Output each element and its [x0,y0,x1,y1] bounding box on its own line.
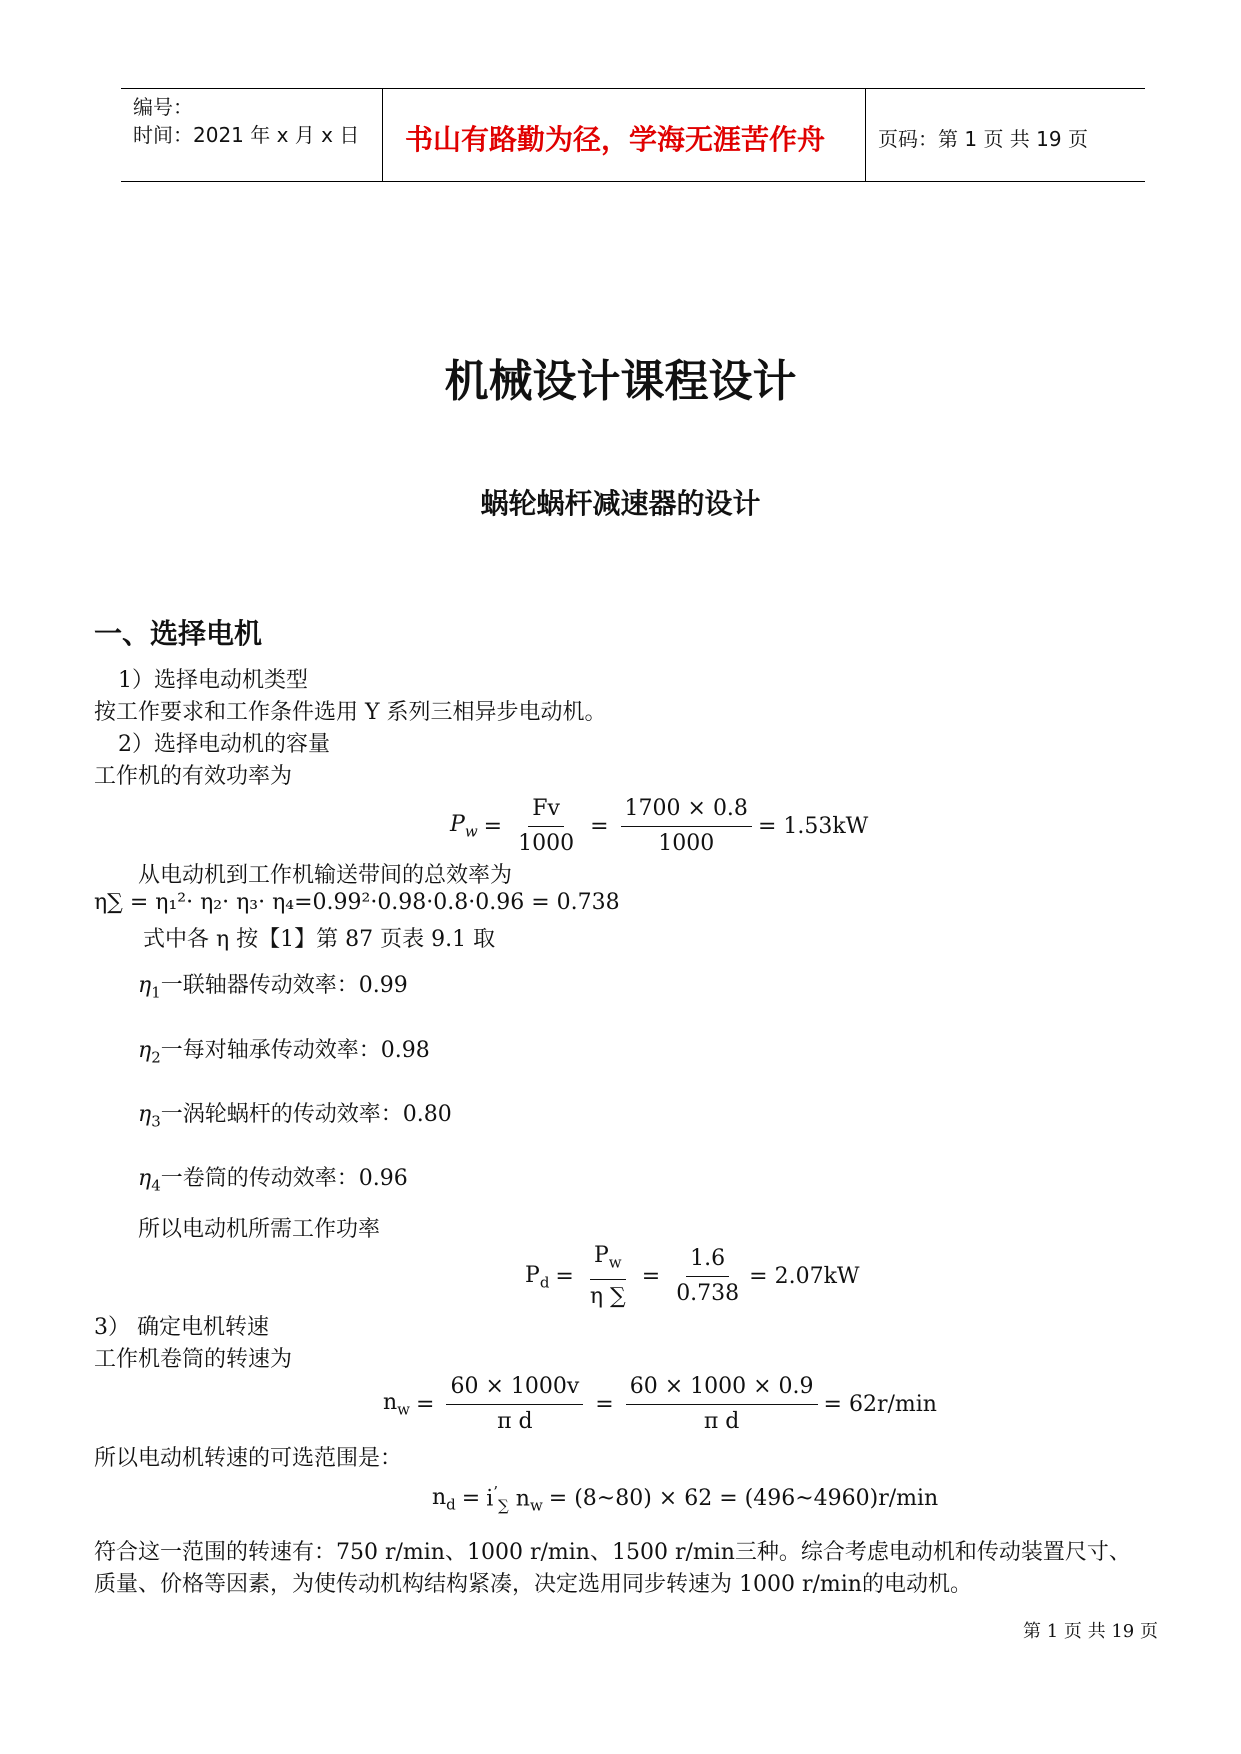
header-motto: 书山有路勤为径，学海无涯苦作舟 [405,123,826,156]
step3-title: 3） 确定电机转速 [94,1315,269,1340]
equation-pw: $P_w$ = $\frac{Fv}{1000}$ = $\frac{1700 \times 0.8}{1000}$ = 1.53kW [450,794,868,859]
nw-fraction-2: $\frac{60 \times 1000 \times 0.9}{\text{π d}}$ [626,1372,818,1437]
header-top-rule [121,88,1145,89]
page-footer: 第 1 页 共 19 页 [1023,1621,1158,1642]
header-time: 时间：2021 年 x 月 x 日 [133,123,360,147]
header-number-label: 编号： [133,95,193,119]
step1-text: 按工作要求和工作条件选用 Y 系列三相异步电动机。 [94,700,607,725]
nd-rhs: = (8~80) × 62 = (496~4960)r/min [548,1486,939,1512]
header-divider-left [382,88,383,182]
document-title: 机械设计课程设计 [444,356,797,407]
header-bottom-rule [121,181,1145,182]
pw-fraction-2: $\frac{1700 \times 0.8}{1000}$ [621,794,752,859]
eta-item-1: $\eta_1$一联轴器传动效率：0.99 [138,973,408,1002]
range-text: 所以电动机转速的可选范围是： [94,1446,403,1471]
eta-item-3: $\eta_3$一涡轮蜗杆的传动效率：0.80 [138,1102,452,1131]
pd-lhs: $P_d$ [525,1262,550,1291]
pw-fraction-1: $\frac{Fv}{1000}$ [518,796,575,856]
header-page-code: 页码：第 1 页 共 19 页 [878,127,1088,151]
nw-lhs: $n_w$ [383,1390,411,1419]
pd-fraction-1: $\frac{P_w}{\eta \sum}$ [589,1243,626,1310]
eta-item-2: $\eta_2$一每对轴承传动效率：0.98 [138,1038,430,1067]
section-heading: 一、选择电机 [94,617,263,650]
nw-fraction-1: $\frac{60 \times 1000v}{\text{π d}}$ [446,1372,583,1437]
conclusion-line-2: 质量、价格等因素，为使传动机构结构紧凑，决定选用同步转速为 1000 r/min的电动机。 [94,1572,972,1597]
conclusion-line-1: 符合这一范围的转速有：750 r/min、1000 r/min、1500 r/min三种。综合考虑电动机和传动装置尺寸、 [94,1540,1131,1565]
nw-result: = 62r/min [823,1392,937,1417]
pd-fraction-2: $\frac{1.6}{0.738}$ [676,1246,740,1307]
equation-pd: $P_d$ = $\frac{P_w}{\eta \sum}$ = $\frac{1.6}{0.738}$ = 2.07kW [525,1241,860,1312]
equation-nd: $n_d$ = $i^’_\sum$ $n_w$ = (8~80) × 62 = (496~4960)r/min [432,1483,939,1515]
step1-title: 1）选择电动机类型 [118,668,308,693]
pw-result: = 1.53kW [757,814,869,839]
document-subtitle: 蜗轮蜗杆减速器的设计 [480,487,761,520]
eta-item-4: $\eta_4$一卷筒的传动效率：0.96 [138,1166,408,1195]
efficiency-source: 式中各 η 按【1】第 87 页表 9.1 取 [143,927,496,952]
efficiency-intro: 从电动机到工作机输送带间的总效率为 [138,863,513,888]
pd-result: = 2.07kW [749,1264,860,1290]
equation-total-efficiency: η∑ = η₁²· η₂· η₃· η₄=0.99²·0.98·0.8·0.96 = 0.738 [94,890,620,915]
required-power-text: 所以电动机所需工作功率 [138,1217,381,1242]
step2-text: 工作机的有效功率为 [94,764,293,789]
step2-title: 2）选择电动机的容量 [118,732,330,757]
equation-nw: $n_w$ = $\frac{60 \times 1000v}{\text{π d}}$ = $\frac{60 \times 1000 \times 0.9}{\text{π d}}$ = 62r/min [383,1372,937,1437]
header-divider-right [865,88,866,182]
step3-text: 工作机卷筒的转速为 [94,1347,293,1372]
pw-lhs: $P_w$ [450,812,478,841]
